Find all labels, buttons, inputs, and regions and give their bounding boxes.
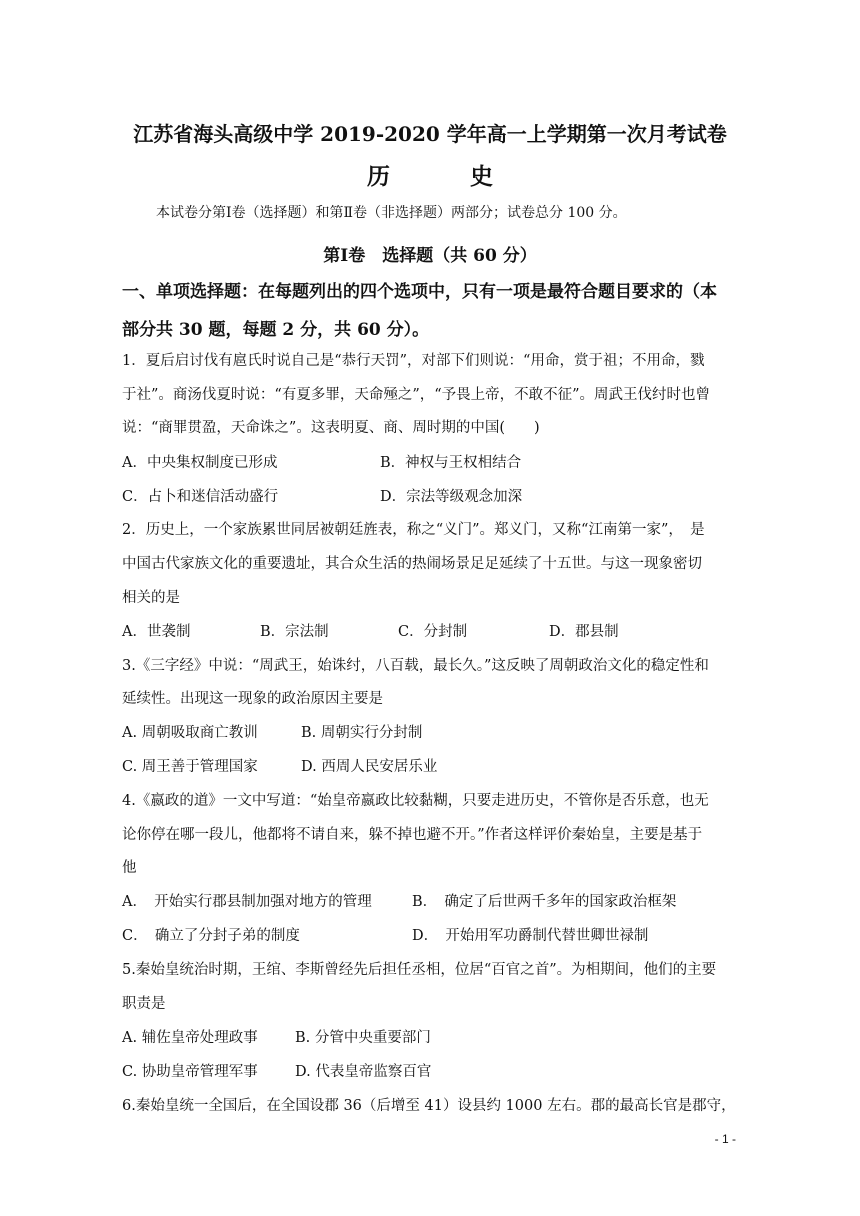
section-heading	[122, 273, 747, 349]
q2-line-1: 2．历史上，一个家族累世同居被朝廷旌表，称之“义门”。郑义门，又称“江南第一家”， 是	[122, 522, 705, 538]
q1-line-1: 1．夏后启讨伐有扈氏时说自己是“恭行天罚”，对部下们则说：“用命，赏于祖；不用命，戮	[122, 353, 705, 369]
q3-option-d: D. 西周人民安居乐业	[301, 759, 438, 775]
q5-line-2: 职责是	[122, 996, 166, 1012]
q4-line-2: 论你停在哪一段儿，他都将不请自来，躲不掉也避不开。”作者这样评价秦始皇，主要是基于	[122, 827, 703, 843]
q5-line-1: 5.秦始皇统治时期，王绾、李斯曾经先后担任丞相，位居“百官之首”。为相期间，他们的主要	[122, 962, 717, 978]
q5-option-d: D. 代表皇帝监察百官	[295, 1064, 432, 1080]
q2-option-d: D．郡县制	[549, 624, 619, 640]
page-number: - 1 -	[714, 1132, 736, 1146]
q4-option-b: B． 确定了后世两千多年的国家政治框架	[412, 894, 677, 910]
q1-option-c: C．占卜和迷信活动盛行	[122, 489, 279, 505]
q4-line-1: 4.《嬴政的道》一文中写道：“始皇帝嬴政比较黏糊，只要走进历史，不管你是否乐意，也无	[122, 793, 709, 809]
exam-intro: 本试卷分第Ⅰ卷（选择题）和第Ⅱ卷（非选择题）两部分；试卷总分 100 分。	[156, 205, 627, 221]
q6-line-1: 6.秦始皇统一全国后，在全国设郡 36（后增至 41）设县约 1000 左右。郡的最高长官是郡守，	[122, 1098, 736, 1114]
q2-option-b: B．宗法制	[260, 624, 329, 640]
q5-option-a: A. 辅佐皇帝处理政事	[122, 1030, 258, 1046]
q2-line-3: 相关的是	[122, 590, 180, 606]
q3-line-2: 延续性。出现这一现象的政治原因主要是	[122, 691, 383, 707]
q4-option-c: C． 确立了分封子弟的制度	[122, 928, 300, 944]
part-heading: 第Ⅰ卷 选择题（共 60 分）	[323, 246, 537, 266]
q5-option-c: C. 协助皇帝管理军事	[122, 1064, 258, 1080]
q5-option-b: B. 分管中央重要部门	[295, 1030, 431, 1046]
q2-option-a: A．世袭制	[122, 624, 191, 640]
exam-title: 江苏省海头高级中学 2019-2020 学年高一上学期第一次月考试卷	[133, 122, 727, 146]
q4-option-d: D． 开始用军功爵制代替世卿世禄制	[412, 928, 649, 944]
q3-line-1: 3.《三字经》中说：“周武王，始诛纣，八百载，最长久。”这反映了周朝政治文化的稳定性和	[122, 658, 709, 674]
q1-line-2: 于社”。商汤伐夏时说：“有夏多罪，天命殛之”，“予畏上帝，不敢不征”。周武王伐纣时也曾	[122, 387, 711, 403]
q3-option-c: C. 周王善于管理国家	[122, 759, 258, 775]
q1-line-3: 说：“商罪贯盈，天命诛之”。这表明夏、商、周时期的中国( )	[122, 420, 540, 436]
section-heading-line-2: 部分共 30 题，每题 2 分，共 60 分）。	[122, 320, 430, 340]
subject-char-1: 历	[367, 163, 390, 190]
q2-option-c: C．分封制	[398, 624, 468, 640]
subject-heading	[0, 158, 860, 191]
q2-line-2: 中国古代家族文化的重要遗址，其合众生活的热闹场景足足延续了十五世。与这一现象密切	[122, 556, 702, 572]
q1-option-a: A．中央集权制度已形成	[122, 455, 278, 471]
q1-option-d: D．宗法等级观念加深	[380, 489, 523, 505]
q3-option-a: A. 周朝吸取商亡教训	[122, 725, 258, 741]
q4-line-3: 他	[122, 860, 137, 876]
q3-option-b: B. 周朝实行分封制	[301, 725, 423, 741]
q1-option-b: B．神权与王权相结合	[380, 455, 522, 471]
q4-option-a: A． 开始实行郡县制加强对地方的管理	[122, 894, 372, 910]
subject-char-2: 史	[470, 163, 493, 190]
section-heading-line-1: 一、单项选择题：在每题列出的四个选项中，只有一项是最符合题目要求的（本	[122, 282, 717, 302]
